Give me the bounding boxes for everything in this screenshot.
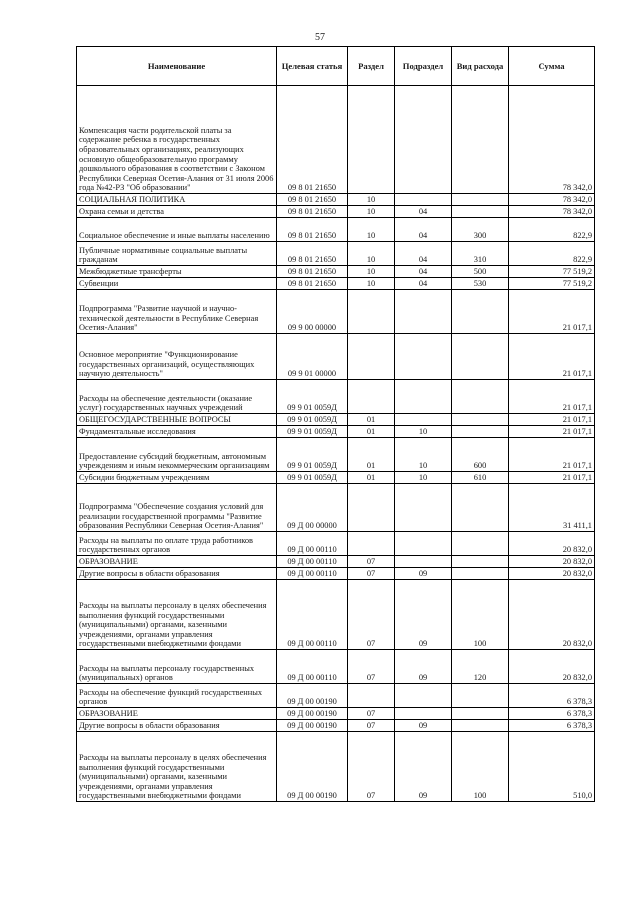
cell-subsection [395,334,452,380]
cell-name: Расходы на выплаты персоналу государственных (муниципальных) органов [77,650,277,684]
cell-type [452,290,509,334]
cell-section: 07 [348,568,395,580]
table-row [77,720,595,732]
cell-name: Охрана семьи и детства [77,206,277,218]
cell-name: Основное мероприятие "Функционирование государственных организаций, осуществляющих научную деятельность" [77,334,277,380]
cell-subsection [395,290,452,334]
cell-name: Субвенции [77,278,277,290]
cell-type: 300 [452,218,509,242]
cell-type: 610 [452,472,509,484]
cell-sum: 20 832,0 [509,650,595,684]
cell-section: 10 [348,242,395,266]
cell-subsection: 09 [395,580,452,650]
cell-section [348,484,395,532]
cell-sum: 77 519,2 [509,266,595,278]
cell-type [452,568,509,580]
cell-name: Расходы на выплаты персоналу в целях обеспечения выполнения функций государственными (муниципальными) органами, казенными учреждениями, органами управления государственными внебюджетными фондами [77,732,277,802]
cell-type: 530 [452,278,509,290]
table-row [77,580,595,650]
cell-name: ОБЩЕГОСУДАРСТВЕННЫЕ ВОПРОСЫ [77,414,277,426]
table-row [77,334,595,380]
page-number: 57 [315,32,325,43]
cell-name: Расходы на выплаты персоналу в целях обеспечения выполнения функций государственными (муниципальными) органами, казенными учреждениями, органами управления государственными внебюджетными фондами [77,580,277,650]
cell-sum: 20 832,0 [509,556,595,568]
budget-table [76,46,595,802]
cell-subsection [395,414,452,426]
cell-name: Межбюджетные трансферты [77,266,277,278]
cell-type: 600 [452,438,509,472]
table-row [77,86,595,194]
table-row [77,472,595,484]
cell-section [348,290,395,334]
table-row [77,194,595,206]
cell-section: 07 [348,650,395,684]
table-row [77,568,595,580]
cell-target: 09 Д 00 00110 [277,532,348,556]
cell-sum: 21 017,1 [509,472,595,484]
cell-sum: 78 342,0 [509,206,595,218]
cell-section: 10 [348,278,395,290]
table-header-row [77,47,595,86]
cell-subsection [395,708,452,720]
cell-section: 07 [348,708,395,720]
cell-subsection: 04 [395,266,452,278]
table-row [77,218,595,242]
cell-section [348,532,395,556]
cell-name: ОБРАЗОВАНИЕ [77,708,277,720]
cell-subsection: 09 [395,732,452,802]
cell-sum: 31 411,1 [509,484,595,532]
cell-target: 09 Д 00 00110 [277,556,348,568]
cell-target: 09 Д 00 00190 [277,732,348,802]
cell-subsection: 10 [395,472,452,484]
cell-sum: 20 832,0 [509,568,595,580]
cell-type: 100 [452,732,509,802]
cell-sum: 510,0 [509,732,595,802]
table-row [77,438,595,472]
cell-target: 09 8 01 21650 [277,218,348,242]
cell-sum: 6 378,3 [509,708,595,720]
cell-sum: 6 378,3 [509,720,595,732]
cell-name: Другие вопросы в области образования [77,720,277,732]
cell-type [452,720,509,732]
cell-type [452,708,509,720]
cell-target: 09 9 01 0059Д [277,414,348,426]
cell-section: 10 [348,266,395,278]
cell-subsection [395,532,452,556]
cell-type [452,556,509,568]
cell-target: 09 9 01 0059Д [277,426,348,438]
cell-name: Расходы на обеспечение деятельности (оказание услуг) государственных научных учреждений [77,380,277,414]
cell-section: 10 [348,206,395,218]
table-body [77,86,595,802]
cell-section: 01 [348,438,395,472]
cell-type [452,206,509,218]
cell-sum: 77 519,2 [509,278,595,290]
cell-sum: 822,9 [509,242,595,266]
header-subsection: Подраздел [395,47,452,86]
cell-subsection: 09 [395,650,452,684]
cell-section [348,684,395,708]
cell-type [452,334,509,380]
cell-target: 09 Д 00 00110 [277,650,348,684]
table-row [77,278,595,290]
cell-subsection: 04 [395,218,452,242]
cell-name: Предоставление субсидий бюджетным, автономным учреждениям и иным некоммерческим организациям [77,438,277,472]
cell-subsection: 09 [395,720,452,732]
cell-sum: 21 017,1 [509,380,595,414]
header-sum: Сумма [509,47,595,86]
cell-type [452,484,509,532]
cell-target: 09 Д 00 00110 [277,580,348,650]
cell-target: 09 8 01 21650 [277,86,348,194]
cell-type: 500 [452,266,509,278]
cell-section: 07 [348,556,395,568]
table-row [77,290,595,334]
cell-name: Компенсация части родительской платы за содержание ребенка в государственных образовательных организациях, реализующих основную общеобразовательную программу дошкольного образования в соответствии с Законом Республики Северная Осетия-Алания от 31 июля 2006 года №42-РЗ "Об образовании" [77,86,277,194]
cell-type [452,414,509,426]
table-row [77,532,595,556]
cell-sum: 21 017,1 [509,334,595,380]
cell-target: 09 Д 00 00190 [277,708,348,720]
cell-type: 310 [452,242,509,266]
cell-subsection [395,86,452,194]
cell-target: 09 Д 00 00000 [277,484,348,532]
cell-sum: 822,9 [509,218,595,242]
cell-target: 09 8 01 21650 [277,278,348,290]
cell-target: 09 9 01 0059Д [277,438,348,472]
cell-name: Фундаментальные исследования [77,426,277,438]
cell-name: СОЦИАЛЬНАЯ ПОЛИТИКА [77,194,277,206]
cell-subsection [395,556,452,568]
cell-target: 09 8 01 21650 [277,206,348,218]
cell-target: 09 Д 00 00110 [277,568,348,580]
cell-sum: 20 832,0 [509,580,595,650]
cell-subsection: 10 [395,426,452,438]
cell-sum: 21 017,1 [509,290,595,334]
cell-target: 09 9 00 00000 [277,290,348,334]
cell-type [452,684,509,708]
cell-name: Другие вопросы в области образования [77,568,277,580]
cell-target: 09 8 01 21650 [277,242,348,266]
cell-section: 10 [348,218,395,242]
cell-section: 07 [348,580,395,650]
cell-target: 09 Д 00 00190 [277,720,348,732]
cell-name: ОБРАЗОВАНИЕ [77,556,277,568]
cell-subsection [395,484,452,532]
cell-target: 09 9 01 00000 [277,334,348,380]
cell-target: 09 9 01 0059Д [277,380,348,414]
cell-section: 07 [348,720,395,732]
cell-section [348,334,395,380]
cell-section [348,86,395,194]
header-target: Целевая статья [277,47,348,86]
table-row [77,414,595,426]
table-row [77,242,595,266]
cell-type [452,194,509,206]
cell-section [348,380,395,414]
cell-sum: 78 342,0 [509,86,595,194]
cell-subsection [395,684,452,708]
cell-target: 09 9 01 0059Д [277,472,348,484]
cell-sum: 20 832,0 [509,532,595,556]
cell-sum: 6 378,3 [509,684,595,708]
cell-section: 10 [348,194,395,206]
table-row [77,380,595,414]
cell-section: 01 [348,414,395,426]
cell-target: 09 8 01 21650 [277,194,348,206]
cell-sum: 21 017,1 [509,438,595,472]
header-name: Наименование [77,47,277,86]
table-row [77,484,595,532]
cell-type [452,532,509,556]
cell-subsection: 09 [395,568,452,580]
header-type: Вид расхода [452,47,509,86]
cell-subsection: 10 [395,438,452,472]
cell-section: 07 [348,732,395,802]
cell-name: Подпрограмма "Обеспечение создания условий для реализации государственной программы "Развитие образования Республики Северная Осетия-Алания" [77,484,277,532]
cell-name: Социальное обеспечение и иные выплаты населению [77,218,277,242]
table-row [77,708,595,720]
cell-section: 01 [348,426,395,438]
cell-target: 09 8 01 21650 [277,266,348,278]
cell-type: 120 [452,650,509,684]
cell-name: Публичные нормативные социальные выплаты гражданам [77,242,277,266]
cell-sum: 21 017,1 [509,414,595,426]
cell-target: 09 Д 00 00190 [277,684,348,708]
cell-subsection: 04 [395,242,452,266]
cell-subsection [395,380,452,414]
table-row [77,426,595,438]
table-row [77,556,595,568]
cell-type [452,86,509,194]
table-row [77,684,595,708]
header-section: Раздел [348,47,395,86]
cell-section: 01 [348,472,395,484]
cell-name: Расходы на выплаты по оплате труда работников государственных органов [77,532,277,556]
cell-subsection: 04 [395,206,452,218]
cell-sum: 78 342,0 [509,194,595,206]
cell-name: Субсидии бюджетным учреждениям [77,472,277,484]
cell-type: 100 [452,580,509,650]
table-row [77,732,595,802]
cell-type [452,426,509,438]
cell-type [452,380,509,414]
table-row [77,206,595,218]
table-row [77,266,595,278]
cell-sum: 21 017,1 [509,426,595,438]
table-row [77,650,595,684]
cell-subsection [395,194,452,206]
cell-subsection: 04 [395,278,452,290]
cell-name: Подпрограмма "Развитие научной и научно-технической деятельности в Республике Северная Осетия-Алания" [77,290,277,334]
cell-name: Расходы на обеспечение функций государственных органов [77,684,277,708]
